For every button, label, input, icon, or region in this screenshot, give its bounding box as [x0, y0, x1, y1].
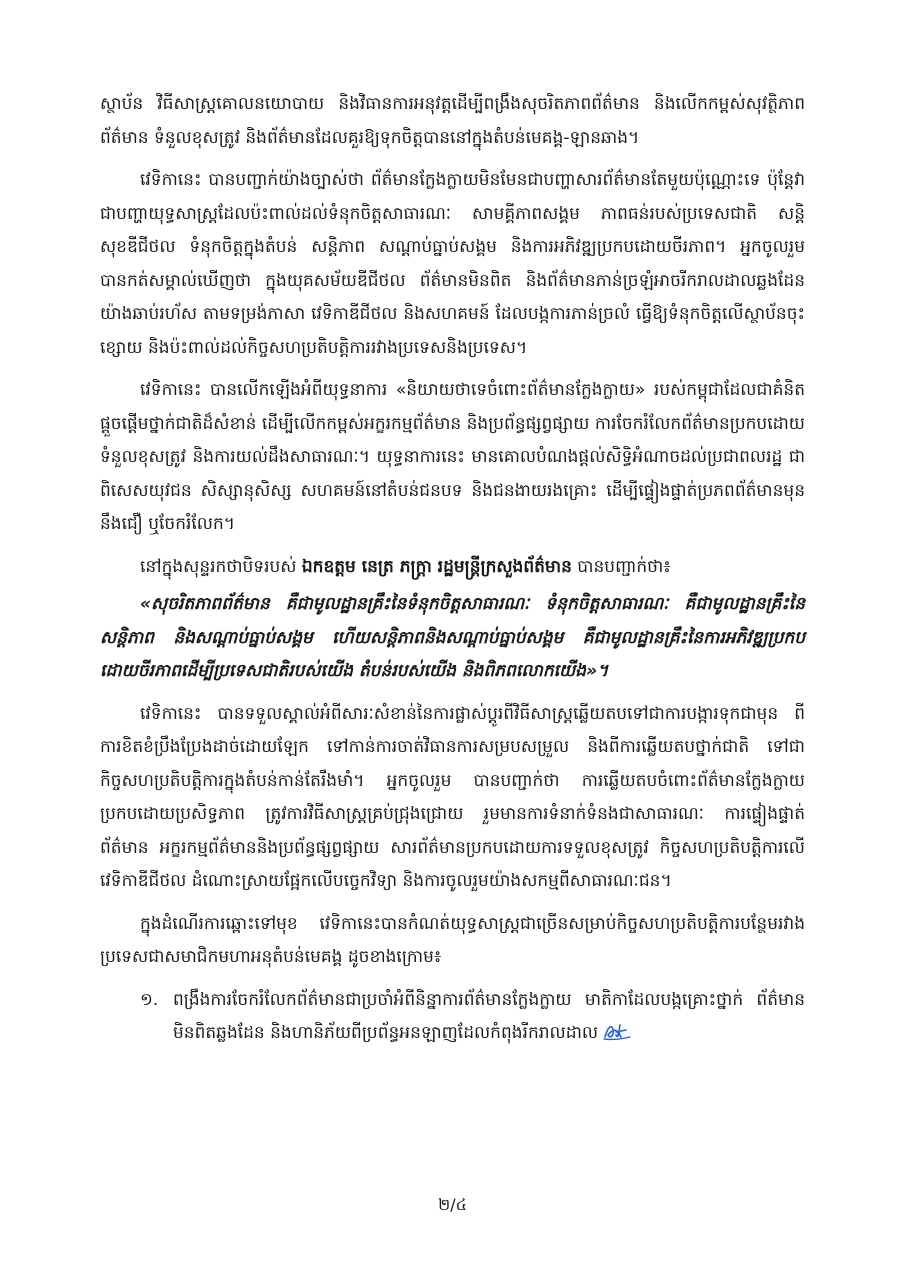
- paragraph-intro-continuation: ស្ថាប័ន វិធីសាស្ត្រគោលនយោបាយ និងវិធានការអនុវត្តដើម្បីពង្រឹងសុចរិតភាពព័ត៌មាន និងលើកកម្ពស់សុវត្ថិភាពព័ត៌មាន ទំនួលខុសត្រូវ និងព័ត៌មានដែលគួរឱ្យទុកចិត្តបាននៅក្នុងតំបន់មេគង្គ-ឡានឆាង។: [100, 94, 805, 148]
- strategy-list: [100, 984, 805, 1055]
- minister-quote: «សុចរិតភាពព័ត៌មាន គឺជាមូលដ្ឋានគ្រឹះនៃទំនុកចិត្តសាធារណៈ ទំនុកចិត្តសាធារណៈ គឺជាមូលដ្ឋានគ្រឹះនៃសន្តិភាព និងសណ្តាប់ធ្នាប់សង្គម ហើយសន្តិភាពនិងសណ្តាប់ធ្នាប់សង្គម គឺជាមូលដ្ឋានគ្រឹះនៃការអភិវឌ្ឍប្រកបដោយចីរភាពដើម្បីប្រទេសជាតិរបស់យើង តំបន់របស់យើង និងពិភពលោកយើង»។: [100, 594, 805, 681]
- page-number: ២/៤: [438, 1195, 467, 1214]
- minister-name: ឯកឧត្តម នេត្រ ភក្ត្រា រដ្ឋមន្ត្រីក្រសួងព័ត៌មាន: [301, 556, 572, 577]
- list-item-text: ពង្រឹងការចែករំលែកព័ត៌មានជាប្រចាំអំពីនិន្នាការព័ត៌មានក្លែងក្លាយ មាតិកាដែលបង្កគ្រោះថ្នាក់ ព័ត៌មានមិនពិតឆ្លងដែន និងហានិភ័យពីប្រព័ន្ធអនឡាញដែលកំពុងរីករាលដាល: [173, 989, 805, 1043]
- paragraph-closing-speech-intro: [100, 551, 805, 585]
- paragraph-strategies-intro: ក្នុងដំណើរការឆ្ពោះទៅមុខ វេទិកានេះបានកំណត់យុទ្ធសាស្ត្រជាច្រើនសម្រាប់កិច្ចសហប្រតិបត្តិការបន្ថែមរវាងប្រទេសជាសមាជិកមហាអនុតំបន់មេគង្គ ដូចខាងក្រោម៖: [100, 913, 805, 967]
- paragraph-prevention-approach: វេទិកានេះ បានទទួលស្គាល់អំពីសារៈសំខាន់នៃការផ្លាស់ប្តូរពីវិធីសាស្ត្រឆ្លើយតបទៅជាការបង្ការទុកជាមុន ពីការខិតខំប្រឹងប្រែងដាច់ដោយឡែក ទៅកាន់ការចាត់វិធានការសម្របសម្រួល និងពីការឆ្លើយតបថ្នាក់ជាតិ ទៅជាកិច្ចសហប្រតិបត្តិការក្នុងតំបន់កាន់តែរឹងមាំ។ អ្នកចូលរួម បានបញ្ជាក់ថា ការឆ្លើយតបចំពោះព័ត៌មានក្លែងក្លាយប្រកបដោយប្រសិទ្ធភាព ត្រូវការវិធីសាស្ត្រគ្រប់ជ្រុងជ្រោយ រួមមានការទំនាក់ទំនងជាសាធារណៈ ការផ្ទៀងផ្ទាត់ព័ត៌មាន អក្ខរកម្មព័ត៌មាននិងប្រព័ន្ធផ្សព្វផ្សាយ សារព័ត៌មានប្រកបដោយការទទួលខុសត្រូវ កិច្ចសហប្រតិបត្តិការលើវេទិកាឌីជីថល ដំណោះស្រាយផ្អែកលើបច្ចេកវិទ្យា និងការចូលរួមយ៉ាងសកម្មពីសាធារណៈជន។: [100, 703, 805, 891]
- list-item-marker: ១.: [140, 989, 159, 1010]
- list-item: [100, 984, 805, 1055]
- paragraph-forum-statement: វេទិកានេះ បានបញ្ជាក់យ៉ាងច្បាស់ថា ព័ត៌មានក្លែងក្លាយមិនមែនជាបញ្ហាសារព័ត៌មានតែមួយប៉ុណ្ណោះទេ ប៉ុន្តែវាជាបញ្ហាយុទ្ធសាស្ត្រដែលប៉ះពាល់ដល់ទំនុកចិត្តសាធារណៈ សាមគ្គីភាពសង្គម ភាពធន់របស់ប្រទេសជាតិ សន្តិសុខឌីជីថល ទំនុកចិត្តក្នុងតំបន់ សន្តិភាព សណ្តាប់ធ្នាប់សង្គម និងការអភិវឌ្ឍប្រកបដោយចីរភាព។ អ្នកចូលរួមបានកត់សម្គាល់ឃើញថា ក្នុងយុគសម័យឌីជីថល ព័ត៌មានមិនពិត និងព័ត៌មានភាន់ច្រឡំអាចរីករាលដាលឆ្លងដែនយ៉ាងឆាប់រហ័ស តាមទម្រង់ភាសា វេទិកាឌីជីថល និងសហគមន៍ ដែលបង្កការភាន់ច្រលំ ធ្វើឱ្យទំនុកចិត្តលើស្ថាប័នចុះខ្សោយ និងប៉ះពាល់ដល់កិច្ចសហប្រតិបត្តិការរវាងប្រទេសនិងប្រទេស។: [100, 170, 805, 358]
- handwritten-initials-icon: [602, 1021, 632, 1055]
- speech-intro-suffix: បានបញ្ជាក់ថា៖: [571, 556, 671, 577]
- speech-intro-prefix: នៅក្នុងសុន្ទរកថាបិទរបស់: [140, 556, 302, 577]
- paragraph-campaign: វេទិកានេះ បានលើកឡើងអំពីយុទ្ធនាការ «និយាយថាទេចំពោះព័ត៌មានក្លែងក្លាយ» របស់កម្ពុជាដែលជាគំនិតផ្តួចផ្តើមថ្នាក់ជាតិដ៏សំខាន់ ដើម្បីលើកកម្ពស់អក្ខរកម្មព័ត៌មាន និងប្រព័ន្ធផ្សព្វផ្សាយ ការចែករំលែកព័ត៌មានប្រកបដោយទំនួលខុសត្រូវ និងការយល់ដឹងសាធារណៈ។ យុទ្ធនាការនេះ មានគោលបំណងផ្តល់សិទ្ធិអំណាចដល់ប្រជាពលរដ្ឋ ជាពិសេសយុវជន សិស្សានុសិស្ស សហគមន៍នៅតំបន់ជនបទ និងជនងាយរងគ្រោះ ដើម្បីផ្ទៀងផ្ទាត់ប្រភពព័ត៌មានមុននឹងជឿ ឬចែករំលែក។: [100, 380, 805, 534]
